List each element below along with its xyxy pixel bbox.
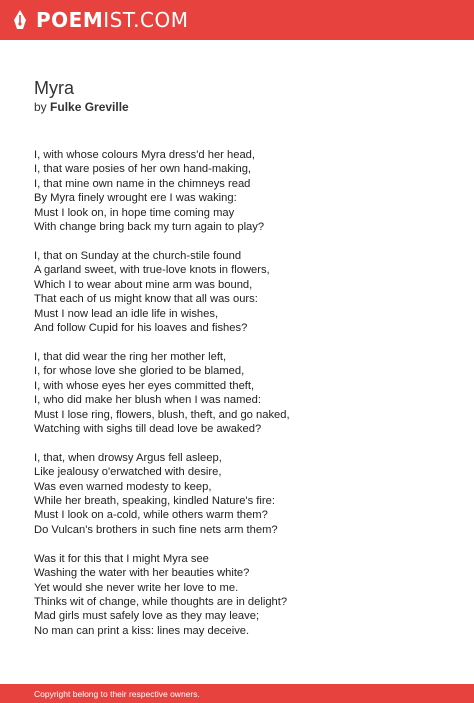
poem-line: By Myra finely wrought ere I was waking: xyxy=(34,192,237,205)
stanza xyxy=(34,552,454,638)
poem-line: Yet would she never write her love to me. xyxy=(34,581,239,594)
poem-line: And follow Cupid for his loaves and fishes? xyxy=(34,321,248,334)
poem-line: With change bring back my turn again to play? xyxy=(34,221,265,234)
copyright-notice: Copyright belong to their respective owners. xyxy=(34,688,200,699)
logo-wordmark-light: IST.COM xyxy=(103,8,189,32)
poem-line: I, that mine own name in the chimneys read xyxy=(34,177,251,190)
poem-line: Washing the water with her beauties white? xyxy=(34,567,250,580)
poem-line: Watching with sighs till dead love be awaked? xyxy=(34,422,262,435)
poemist-logo[interactable] xyxy=(12,8,189,32)
poem-line: Was even warned modesty to keep, xyxy=(34,480,212,493)
poem-line: Must I lose ring, flowers, blush, theft, and go naked, xyxy=(34,408,290,421)
poem-line: I, that did wear the ring her mother left, xyxy=(34,350,227,363)
logo-wordmark xyxy=(36,8,189,32)
poem-line: No man can print a kiss: lines may deceive. xyxy=(34,624,250,637)
poem-line: A garland sweet, with true-love knots in flowers, xyxy=(34,264,270,277)
poem-line: Must I look on, in hope time coming may xyxy=(34,206,235,219)
author-name: Fulke Greville xyxy=(50,100,129,114)
poem-line: Mad girls must safely love as they may leave; xyxy=(34,610,260,623)
poem-body xyxy=(34,148,454,653)
poem-line: I, with whose eyes her eyes committed theft, xyxy=(34,379,255,392)
poem-line: I, with whose colours Myra dress'd her head, xyxy=(34,149,256,161)
byline xyxy=(34,100,129,114)
poem-line: Was it for this that I might Myra see xyxy=(34,552,209,565)
logo-wordmark-bold: POEM xyxy=(36,8,104,32)
stanza xyxy=(34,148,454,234)
poem-line: I, that ware posies of her own hand-making, xyxy=(34,163,252,176)
poem-line: I, that on Sunday at the church-stile found xyxy=(34,249,242,262)
poem-line: Thinks wit of change, while thoughts are in delight? xyxy=(34,595,288,608)
poem-line: I, that, when drowsy Argus fell asleep, xyxy=(34,451,222,464)
footer-bar xyxy=(0,684,474,703)
stanza xyxy=(34,451,454,537)
poem-line: Must I look on a-cold, while others warm them? xyxy=(34,509,268,522)
pen-nib-icon xyxy=(12,9,28,31)
poem-line: Must I now lead an idle life in wishes, xyxy=(34,307,219,320)
poem-line: While her breath, speaking, kindled Nature's fire: xyxy=(34,495,275,508)
poem-title: Myra xyxy=(34,78,74,98)
poem-line: Do Vulcan's brothers in such fine nets arm them? xyxy=(34,523,278,536)
poem-line: Which I to wear about mine arm was bound, xyxy=(34,278,253,291)
stanza xyxy=(34,350,454,436)
byline-prefix: by xyxy=(34,100,47,114)
header-bar xyxy=(0,0,474,40)
stanza xyxy=(34,249,454,335)
poem-line: I, who did make her blush when I was named: xyxy=(34,394,261,407)
poem-line: Like jealousy o'erwatched with desire, xyxy=(34,466,222,479)
poem-line: That each of us might know that all was ours: xyxy=(34,293,258,306)
poem-line: I, for whose love she gloried to be blamed, xyxy=(34,365,245,378)
